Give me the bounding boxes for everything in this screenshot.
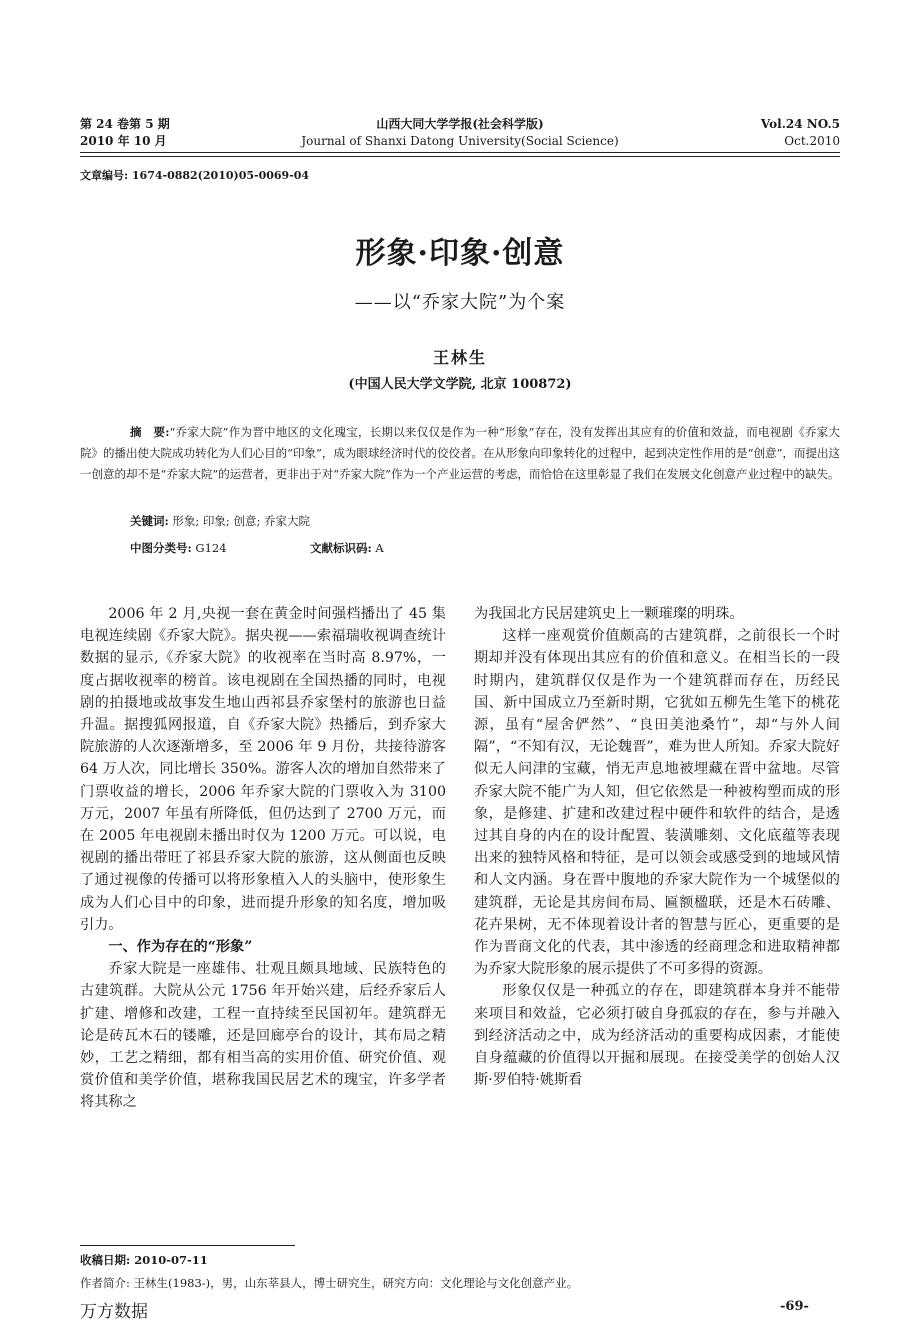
header-center	[200, 116, 720, 150]
author-bio: 作者简介: 王林生(1983-)，男，山东莘县人，博士研究生，研究方向：文化理论与文化创意产业。	[80, 1276, 579, 1290]
journal-name-cn: 山西大同大学学报(社会科学版)	[376, 117, 544, 131]
paragraph: 这样一座观赏价值颇高的古建筑群，之前很长一个时期却并没有体现出其应有的价值和意义。在相当长的一段时期内，建筑群仅仅是作为一个建筑群而存在，历经民国、新中国成立乃至新时期，它犹如五柳先生笔下的桃花源，虽有“屋舍俨然”、“良田美池桑竹”，却“与外人间隔”，“不知有汉，无论魏晋”，难为世人所知。乔家大院好似无人问津的宝藏，悄无声息地被埋藏在晋中盆地。尽管乔家大院不能广为人知，但它依然是一种被构塑而成的形象，是修建、扩建和改建过程中硬件和软件的结合，是透过其自身的内在的设计配置、装潢雕刻、文化底蕴等表现出来的独特风格和特征，是可以领会或感受到的地域风情和人文内涵。身在晋中腹地的乔家大院作为一个城堡似的建筑群，无论是其房间布局、匾额楹联，还是木石砖雕、花卉果树，无不体现着设计者的智慧与匠心，更重要的是作为晋商文化的代表，其中渗透的经商理念和进取精神都为乔家大院形象的展示提供了不可多得的资源。	[474, 628, 840, 978]
paragraph: 乔家大院是一座雄伟、壮观且颇具地域、民族特色的古建筑群。大院从公元 1756 年开始兴建，后经乔家后人扩建、增修和改建，工程一直持续至民国初年。建筑群无论是砖瓦木石的镂雕，还是回廊亭台的设计，其布局之精妙，工艺之精细，都有相当高的实用价值、研究价值、观赏价值和美学价值，堪称我国民居艺术的瑰宝，许多学者将其称之	[80, 961, 446, 1111]
page-number: -69-	[780, 1299, 809, 1314]
clc-label: 中图分类号:	[130, 541, 192, 555]
received-date: 收稿日期: 2010-07-11	[80, 1253, 208, 1267]
header-left	[80, 116, 170, 150]
header-rule	[80, 152, 840, 153]
paragraph: 为我国北方民居建筑史上一颗璀璨的明珠。	[474, 606, 744, 622]
doc-code-value: A	[375, 541, 384, 555]
volume-en: Vol.24 NO.5	[760, 117, 840, 131]
watermark-text: 万方数据	[80, 1302, 148, 1322]
abstract-label: 摘 要:	[130, 425, 170, 439]
date-en: Oct.2010	[784, 134, 840, 148]
footnote-rule	[80, 1245, 295, 1246]
header-right	[761, 116, 840, 150]
paragraph: 2006 年 2 月,央视一套在黄金时间强档播出了 45 集电视连续剧《乔家大院》。据央视——索福瑞收视调查统计数据的显示,《乔家大院》的收视率在当时高 8.97%，一度占据收视率的榜首。该电视剧在全国热播的同时，电视剧的拍摄地或故事发生地山西祁县乔家堡村的旅游也日益升温。据搜狐网报道，自《乔家大院》热播后，到乔家大院旅游的人次逐渐增多，至 2006 年 9 月份，共接待游客 64 万人次，同比增长 350%。游客人次的增加自然带来了门票收益的增长，2006 年乔家大院的门票收入为 3100 万元，2007 年虽有所降低，但仍达到了 2700 万元，而在 2005 年电视剧未播出时仅为 1200 万元。可以说，电视剧的播出带旺了祁县乔家大院的旅游，这从侧面也反映了通过视像的传播可以将形象植入人的头脑中，使形象生成为人们心目中的印象，进而提升形象的知名度，增加吸引力。	[80, 606, 446, 933]
journal-name-en: Journal of Shanxi Datong University(Social Science)	[301, 134, 619, 148]
keywords-label: 关键词:	[130, 514, 169, 528]
classification	[130, 540, 227, 556]
paragraph: 形象仅仅是一种孤立的存在，即建筑群本身并不能带来项目和效益，它必须打破自身孤寂的存在，参与并融入到经济活动之中，成为经济活动的重要构成因素，才能使自身蕴藏的价值得以开掘和展现。在接受美学的创始人汉斯·罗伯特·姚斯看	[474, 983, 840, 1089]
doc-code-label: 文献标识码:	[310, 541, 372, 555]
author-name: 王林生	[432, 348, 487, 367]
abstract	[80, 422, 840, 485]
body-column-left	[80, 603, 446, 1114]
abstract-text: “乔家大院”作为晋中地区的文化瑰宝，长期以来仅仅是作为一种“形象”存在，没有发挥出其应有的价值和效益，而电视剧《乔家大院》的播出使大院成功转化为人们心目的“印象”，成为眼球经济时代的佼佼者。在从形象向印象转化的过程中，起到决定性作用的是“创意”，而提出这一创意的却不是“乔家大院”的运营者，更非出于对“乔家大院”作为一个产业运营的考虑，而恰恰在这里彰显了我们在发展文化创意产业过程中的缺失。	[80, 425, 840, 481]
article-number: 文章编号: 1674-0882(2010)05-0069-04	[80, 169, 310, 182]
page-subtitle: ——以“乔家大院”为个案	[354, 292, 566, 313]
document-code	[310, 540, 384, 556]
issue-label: 第 24 卷第 5 期	[80, 117, 170, 131]
keywords	[130, 513, 310, 529]
header-rule-thin	[80, 156, 840, 157]
body-column-right	[474, 603, 840, 1091]
keywords-text: 形象; 印象; 创意; 乔家大院	[172, 514, 310, 528]
issue-date: 2010 年 10 月	[80, 134, 167, 148]
clc-value: G124	[195, 541, 227, 555]
author-affiliation: (中国人民大学文学院, 北京 100872)	[348, 377, 572, 392]
section-heading: 一、作为存在的“形象”	[108, 939, 253, 956]
page-title: 形象·印象·创意	[355, 236, 565, 271]
